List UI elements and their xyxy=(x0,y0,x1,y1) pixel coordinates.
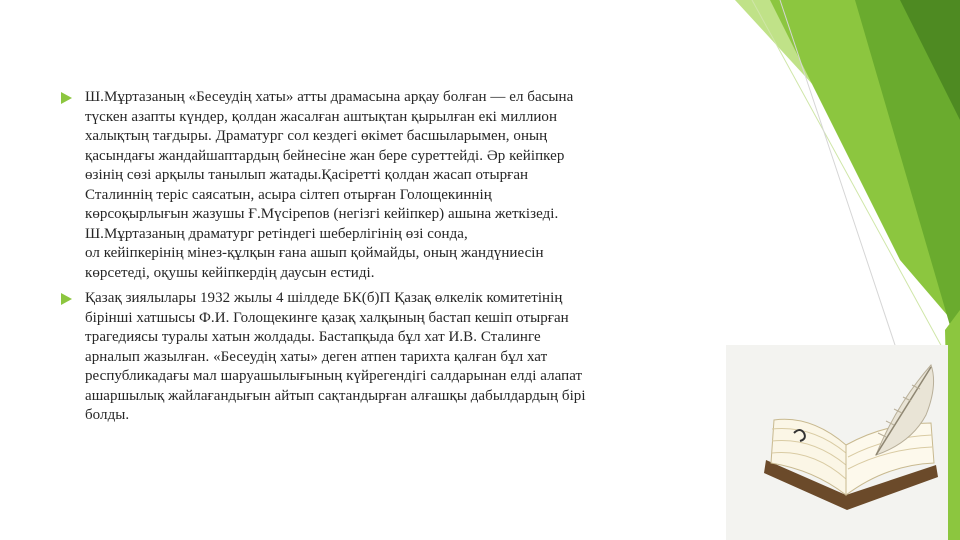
open-book-quill-icon xyxy=(726,345,960,540)
bullet-item xyxy=(60,88,715,283)
triangle-bullet-icon xyxy=(60,293,72,305)
slide-body xyxy=(60,88,715,432)
triangle-bullet-icon xyxy=(60,92,72,104)
bullet-item xyxy=(60,289,715,426)
bullet-text: Ш.Мұртазаның «Бесеудің хаты» атты драмасына арқау болған — ел басына түскен азапты күндер, қолдан жасалған аштықтан қырылған екі миллион халықтың тағдыры. Драматург сол кездегі өкімет басшыларымен, оның қасындағы жандайшаптардың бейнесіне жан бере суреттейді. Әр кейіпкер өзінің сөзі арқылы танылып жатады.Қасіретті қолдан жасап отырған Сталиннің теріс саясатын, асыра сілтеп отырған Голощекиннің көрсоқырлығын жазушы Ғ.Мүсірепов (негізгі кейіпкер) ашына жеткізеді. Ш.Мұртазаның драматург ретіндегі шеберлігінің өзі сонда, ол кейіпкерінің мінез-құлқын ғана ашып қоймайды, оның жандүниесін көрсетеді, оқушы кейіпкердің даусын естиді. xyxy=(85,89,574,281)
bullet-text: Қазақ зиялылары 1932 жылы 4 шілдеде БК(б)П Қазақ өлкелік комитетінің бірінші хатшысы Ф.И. Голощекинге қазақ халқының бастап кешіп отырған трагедиясы туралы хатын жолдады. Бастапқыда бұл хат И.В. Сталинге арналып жазылған. «Бесеудің хаты» деген атпен тарихта қалған бұл хат республикадағы мал шаруашылығының күйрегендігі салдарынан елді алапат ашаршылық жайлағандығын айтып сақтандырған алғашқы дабылдардың бірі болды. xyxy=(85,290,586,423)
